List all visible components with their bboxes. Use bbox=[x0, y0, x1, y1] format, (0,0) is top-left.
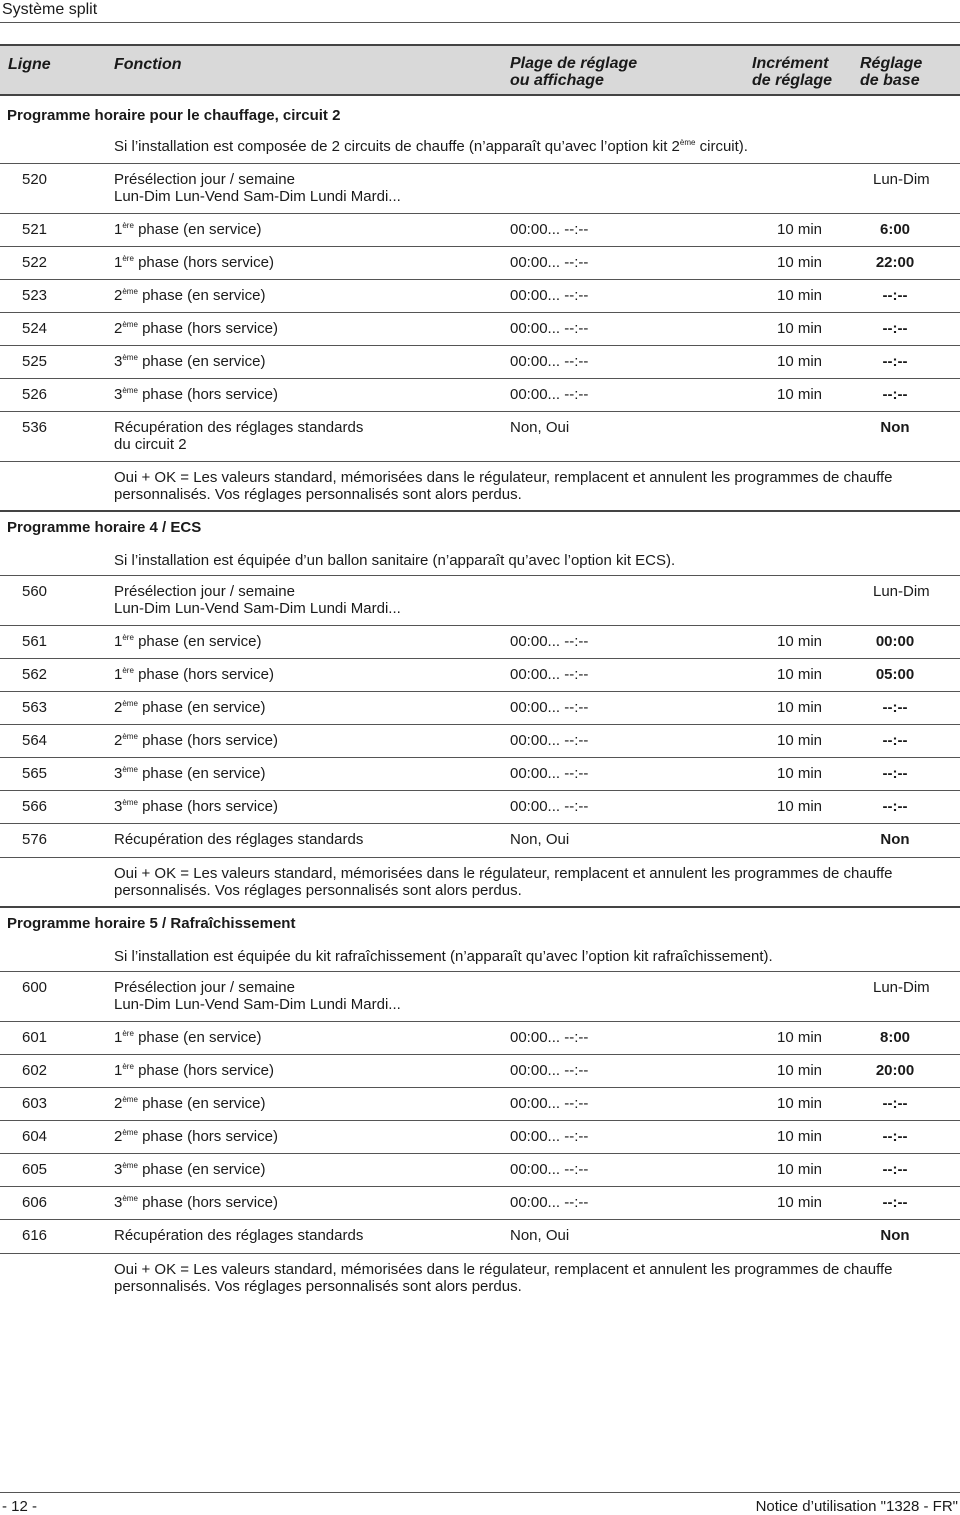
row-range: 00:00... --:-- bbox=[510, 699, 589, 716]
table-row bbox=[0, 823, 960, 857]
table-row bbox=[0, 757, 960, 790]
row-default-value: --:-- bbox=[882, 1128, 908, 1145]
phase-label: phase (hors service) bbox=[138, 254, 274, 271]
phase-number: 1 bbox=[114, 1062, 123, 1079]
row-function bbox=[114, 287, 504, 304]
row-function bbox=[114, 699, 504, 716]
row-line-number: 576 bbox=[22, 831, 48, 848]
row-line-number: 560 bbox=[22, 583, 48, 600]
ordinal-superscript: ème bbox=[679, 138, 696, 147]
table-row bbox=[0, 246, 960, 279]
settings-table bbox=[0, 96, 960, 1302]
row-line-number: 600 bbox=[22, 979, 48, 996]
row-default-value: 05:00 bbox=[875, 666, 915, 683]
row-increment: 10 min bbox=[777, 699, 823, 716]
reset-note-text: Oui + OK = Les valeurs standard, mémorisées dans le régulateur, remplacent et annulent les programmes de chauffe personnalisés. Vos réglages personnalisés sont alors perdus. bbox=[114, 865, 893, 899]
row-function bbox=[114, 633, 504, 650]
phase-number: 2 bbox=[114, 320, 123, 337]
row-default-value: Non bbox=[880, 419, 910, 436]
phase-number: 3 bbox=[114, 1194, 123, 1211]
row-default-value: Non bbox=[880, 1227, 910, 1244]
page-footer bbox=[0, 1492, 960, 1514]
row-function bbox=[114, 979, 504, 1013]
row-default-value: --:-- bbox=[882, 1161, 908, 1178]
row-function bbox=[114, 386, 504, 403]
table-row bbox=[0, 345, 960, 378]
function-label: Présélection jour / semaine bbox=[114, 979, 295, 996]
section-intro bbox=[0, 943, 960, 971]
phase-ordinal: ème bbox=[122, 1161, 138, 1170]
phase-label: phase (hors service) bbox=[142, 798, 278, 815]
phase-number: 3 bbox=[114, 386, 123, 403]
phase-label: phase (en service) bbox=[142, 353, 266, 370]
page-number: - 12 - bbox=[2, 1498, 38, 1515]
table-row bbox=[0, 279, 960, 312]
row-line-number: 616 bbox=[22, 1227, 48, 1244]
phase-ordinal: ème bbox=[122, 699, 138, 708]
phase-ordinal: ème bbox=[122, 732, 138, 741]
column-header-base-line1: Réglage bbox=[860, 55, 923, 72]
phase-ordinal: ème bbox=[122, 1095, 138, 1104]
row-range: 00:00... --:-- bbox=[510, 666, 589, 683]
table-row bbox=[0, 1219, 960, 1253]
phase-number: 1 bbox=[114, 666, 123, 683]
phase-label: phase (hors service) bbox=[138, 666, 274, 683]
reset-note bbox=[0, 461, 960, 510]
phase-number: 3 bbox=[114, 353, 123, 370]
row-range: Non, Oui bbox=[510, 831, 570, 848]
row-range: 00:00... --:-- bbox=[510, 1029, 589, 1046]
row-line-number: 606 bbox=[22, 1194, 48, 1211]
table-row bbox=[0, 790, 960, 823]
row-function bbox=[114, 583, 504, 617]
header-divider bbox=[0, 22, 960, 23]
row-function bbox=[114, 1062, 504, 1079]
phase-number: 3 bbox=[114, 798, 123, 815]
row-function bbox=[114, 1128, 504, 1145]
phase-label: phase (en service) bbox=[142, 765, 266, 782]
row-line-number: 602 bbox=[22, 1062, 48, 1079]
row-increment: 10 min bbox=[777, 1128, 823, 1145]
footer-divider bbox=[0, 1492, 960, 1493]
function-options: du circuit 2 bbox=[114, 436, 187, 453]
row-range: 00:00... --:-- bbox=[510, 765, 589, 782]
phase-label: phase (en service) bbox=[138, 1029, 262, 1046]
row-range: 00:00... --:-- bbox=[510, 1095, 589, 1112]
row-line-number: 520 bbox=[22, 171, 48, 188]
phase-number: 2 bbox=[114, 1128, 123, 1145]
row-range: 00:00... --:-- bbox=[510, 1161, 589, 1178]
row-increment: 10 min bbox=[777, 1062, 823, 1079]
document-reference: Notice d’utilisation "1328 - FR" bbox=[755, 1498, 958, 1515]
function-label: Présélection jour / semaine bbox=[114, 583, 295, 600]
row-default-value: 8:00 bbox=[879, 1029, 911, 1046]
row-line-number: 601 bbox=[22, 1029, 48, 1046]
phase-ordinal: ère bbox=[122, 221, 134, 230]
row-function bbox=[114, 419, 504, 453]
row-default-value: Non bbox=[880, 831, 910, 848]
row-function bbox=[114, 798, 504, 815]
row-line-number: 536 bbox=[22, 419, 48, 436]
row-default-value: Lun-Dim bbox=[873, 979, 930, 996]
row-range: 00:00... --:-- bbox=[510, 732, 589, 749]
phase-number: 2 bbox=[114, 732, 123, 749]
section-intro-text: Si l’installation est composée de 2 circuits de chauffe (n’apparaît qu’avec l’option kit 2ème circuit). bbox=[114, 138, 748, 155]
row-default-value: 20:00 bbox=[875, 1062, 915, 1079]
row-increment: 10 min bbox=[777, 732, 823, 749]
page-header bbox=[0, 0, 960, 22]
column-header-plage-line1: Plage de réglage bbox=[510, 55, 638, 72]
section-title-text: Programme horaire 4 / ECS bbox=[7, 519, 202, 536]
table-row bbox=[0, 625, 960, 658]
row-increment: 10 min bbox=[777, 1194, 823, 1211]
table-row bbox=[0, 1054, 960, 1087]
row-default-value: --:-- bbox=[882, 732, 908, 749]
row-range: 00:00... --:-- bbox=[510, 320, 589, 337]
row-line-number: 564 bbox=[22, 732, 48, 749]
row-line-number: 565 bbox=[22, 765, 48, 782]
table-row bbox=[0, 312, 960, 345]
row-range: 00:00... --:-- bbox=[510, 1128, 589, 1145]
row-default-value: 22:00 bbox=[875, 254, 915, 271]
function-label: Récupération des réglages standards bbox=[114, 831, 364, 848]
phase-label: phase (hors service) bbox=[142, 732, 278, 749]
row-default-value: Lun-Dim bbox=[873, 171, 930, 188]
column-header-plage-line2: ou affichage bbox=[510, 72, 604, 89]
column-header-ligne: Ligne bbox=[8, 56, 51, 73]
row-function bbox=[114, 1029, 504, 1046]
reset-note-text: Oui + OK = Les valeurs standard, mémorisées dans le régulateur, remplacent et annulent les programmes de chauffe personnalisés. Vos réglages personnalisés sont alors perdus. bbox=[114, 1261, 893, 1295]
section-title bbox=[0, 510, 960, 547]
phase-number: 1 bbox=[114, 633, 123, 650]
row-default-value: Lun-Dim bbox=[873, 583, 930, 600]
phase-label: phase (hors service) bbox=[138, 1062, 274, 1079]
table-row bbox=[0, 658, 960, 691]
row-range: 00:00... --:-- bbox=[510, 386, 589, 403]
row-increment: 10 min bbox=[777, 1161, 823, 1178]
section-title-text: Programme horaire pour le chauffage, circuit 2 bbox=[7, 107, 341, 124]
table-row bbox=[0, 575, 960, 625]
table-row bbox=[0, 378, 960, 411]
function-options: Lun-Dim Lun-Vend Sam-Dim Lundi Mardi... bbox=[114, 188, 401, 205]
row-increment: 10 min bbox=[777, 254, 823, 271]
column-header-increment bbox=[752, 55, 832, 89]
row-function bbox=[114, 732, 504, 749]
row-increment: 10 min bbox=[777, 765, 823, 782]
row-function bbox=[114, 320, 504, 337]
row-increment: 10 min bbox=[777, 1095, 823, 1112]
row-line-number: 604 bbox=[22, 1128, 48, 1145]
phase-label: phase (en service) bbox=[138, 221, 262, 238]
phase-label: phase (en service) bbox=[142, 287, 266, 304]
section-intro-text: Si l’installation est équipée du kit rafraîchissement (n’apparaît qu’avec l’option kit rafraîchissement). bbox=[114, 948, 773, 965]
section-intro bbox=[0, 547, 960, 575]
phase-ordinal: ère bbox=[122, 1062, 134, 1071]
function-label: Présélection jour / semaine bbox=[114, 171, 295, 188]
phase-label: phase (hors service) bbox=[142, 1128, 278, 1145]
row-line-number: 526 bbox=[22, 386, 48, 403]
row-default-value: --:-- bbox=[882, 320, 908, 337]
phase-number: 1 bbox=[114, 254, 123, 271]
row-line-number: 524 bbox=[22, 320, 48, 337]
reset-note-text: Oui + OK = Les valeurs standard, mémorisées dans le régulateur, remplacent et annulent les programmes de chauffe personnalisés. Vos réglages personnalisés sont alors perdus. bbox=[114, 469, 893, 503]
phase-ordinal: ème bbox=[122, 1194, 138, 1203]
row-function bbox=[114, 353, 504, 370]
row-range: 00:00... --:-- bbox=[510, 287, 589, 304]
row-function bbox=[114, 831, 504, 848]
table-row bbox=[0, 1186, 960, 1219]
row-range: 00:00... --:-- bbox=[510, 221, 589, 238]
row-line-number: 566 bbox=[22, 798, 48, 815]
table-row bbox=[0, 1021, 960, 1054]
row-increment: 10 min bbox=[777, 1029, 823, 1046]
phase-number: 3 bbox=[114, 1161, 123, 1178]
phase-ordinal: ème bbox=[122, 287, 138, 296]
section-intro-text: Si l’installation est équipée d’un ballon sanitaire (n’apparaît qu’avec l’option kit ECS). bbox=[114, 552, 676, 569]
section-title bbox=[0, 906, 960, 943]
section-title bbox=[0, 96, 960, 133]
table-header bbox=[0, 44, 960, 96]
column-header-base-line2: de base bbox=[860, 72, 920, 89]
phase-number: 2 bbox=[114, 1095, 123, 1112]
row-function bbox=[114, 171, 504, 205]
phase-ordinal: ère bbox=[122, 666, 134, 675]
row-increment: 10 min bbox=[777, 386, 823, 403]
column-header-fonction: Fonction bbox=[114, 56, 182, 73]
row-increment: 10 min bbox=[777, 320, 823, 337]
function-label: Récupération des réglages standards bbox=[114, 419, 364, 436]
reset-note bbox=[0, 1253, 960, 1302]
row-function bbox=[114, 1161, 504, 1178]
phase-ordinal: ème bbox=[122, 765, 138, 774]
row-range: 00:00... --:-- bbox=[510, 633, 589, 650]
row-line-number: 605 bbox=[22, 1161, 48, 1178]
row-increment: 10 min bbox=[777, 287, 823, 304]
row-default-value: --:-- bbox=[882, 1095, 908, 1112]
phase-number: 2 bbox=[114, 287, 123, 304]
phase-number: 3 bbox=[114, 765, 123, 782]
table-row bbox=[0, 213, 960, 246]
column-header-increment-line1: Incrément bbox=[752, 55, 829, 72]
row-function bbox=[114, 1194, 504, 1211]
row-line-number: 562 bbox=[22, 666, 48, 683]
row-range: 00:00... --:-- bbox=[510, 353, 589, 370]
phase-label: phase (en service) bbox=[142, 699, 266, 716]
row-function bbox=[114, 765, 504, 782]
row-range: 00:00... --:-- bbox=[510, 1062, 589, 1079]
table-row bbox=[0, 163, 960, 213]
reset-note bbox=[0, 857, 960, 906]
column-header-plage bbox=[510, 55, 637, 89]
row-range: Non, Oui bbox=[510, 419, 570, 436]
phase-ordinal: ème bbox=[122, 1128, 138, 1137]
phase-ordinal: ère bbox=[122, 633, 134, 642]
row-increment: 10 min bbox=[777, 221, 823, 238]
row-range: Non, Oui bbox=[510, 1227, 570, 1244]
row-increment: 10 min bbox=[777, 798, 823, 815]
row-range: 00:00... --:-- bbox=[510, 798, 589, 815]
row-default-value: --:-- bbox=[882, 386, 908, 403]
row-line-number: 561 bbox=[22, 633, 48, 650]
section-intro bbox=[0, 133, 960, 163]
phase-label: phase (en service) bbox=[138, 633, 262, 650]
row-default-value: 6:00 bbox=[879, 221, 911, 238]
column-header-increment-line2: de réglage bbox=[752, 72, 833, 89]
row-increment: 10 min bbox=[777, 633, 823, 650]
table-row bbox=[0, 971, 960, 1021]
phase-label: phase (en service) bbox=[142, 1095, 266, 1112]
function-label: Récupération des réglages standards bbox=[114, 1227, 364, 1244]
row-function bbox=[114, 254, 504, 271]
row-default-value: --:-- bbox=[882, 765, 908, 782]
phase-ordinal: ère bbox=[122, 254, 134, 263]
row-function bbox=[114, 666, 504, 683]
row-function bbox=[114, 1227, 504, 1244]
table-row bbox=[0, 724, 960, 757]
phase-number: 2 bbox=[114, 699, 123, 716]
table-row bbox=[0, 1153, 960, 1186]
row-range: 00:00... --:-- bbox=[510, 254, 589, 271]
row-function bbox=[114, 1095, 504, 1112]
row-line-number: 525 bbox=[22, 353, 48, 370]
phase-label: phase (hors service) bbox=[142, 320, 278, 337]
row-increment: 10 min bbox=[777, 666, 823, 683]
row-default-value: 00:00 bbox=[875, 633, 915, 650]
function-options: Lun-Dim Lun-Vend Sam-Dim Lundi Mardi... bbox=[114, 600, 401, 617]
phase-label: phase (hors service) bbox=[142, 386, 278, 403]
phase-number: 1 bbox=[114, 221, 123, 238]
page-title: Système split bbox=[2, 1, 98, 18]
table-row bbox=[0, 1120, 960, 1153]
section-title-text: Programme horaire 5 / Rafraîchissement bbox=[7, 915, 296, 932]
table-row bbox=[0, 1087, 960, 1120]
row-increment: 10 min bbox=[777, 353, 823, 370]
row-function bbox=[114, 221, 504, 238]
row-line-number: 523 bbox=[22, 287, 48, 304]
table-row bbox=[0, 411, 960, 461]
row-range: 00:00... --:-- bbox=[510, 1194, 589, 1211]
phase-ordinal: ème bbox=[122, 386, 138, 395]
phase-ordinal: ème bbox=[122, 320, 138, 329]
row-line-number: 603 bbox=[22, 1095, 48, 1112]
row-default-value: --:-- bbox=[882, 798, 908, 815]
row-default-value: --:-- bbox=[882, 287, 908, 304]
phase-label: phase (en service) bbox=[142, 1161, 266, 1178]
row-line-number: 522 bbox=[22, 254, 48, 271]
phase-ordinal: ème bbox=[122, 798, 138, 807]
row-line-number: 563 bbox=[22, 699, 48, 716]
phase-number: 1 bbox=[114, 1029, 123, 1046]
phase-label: phase (hors service) bbox=[142, 1194, 278, 1211]
phase-ordinal: ème bbox=[122, 353, 138, 362]
row-default-value: --:-- bbox=[882, 353, 908, 370]
row-default-value: --:-- bbox=[882, 1194, 908, 1211]
table-row bbox=[0, 691, 960, 724]
phase-ordinal: ère bbox=[122, 1029, 134, 1038]
row-line-number: 521 bbox=[22, 221, 48, 238]
column-header-base bbox=[860, 55, 922, 89]
row-default-value: --:-- bbox=[882, 699, 908, 716]
function-options: Lun-Dim Lun-Vend Sam-Dim Lundi Mardi... bbox=[114, 996, 401, 1013]
